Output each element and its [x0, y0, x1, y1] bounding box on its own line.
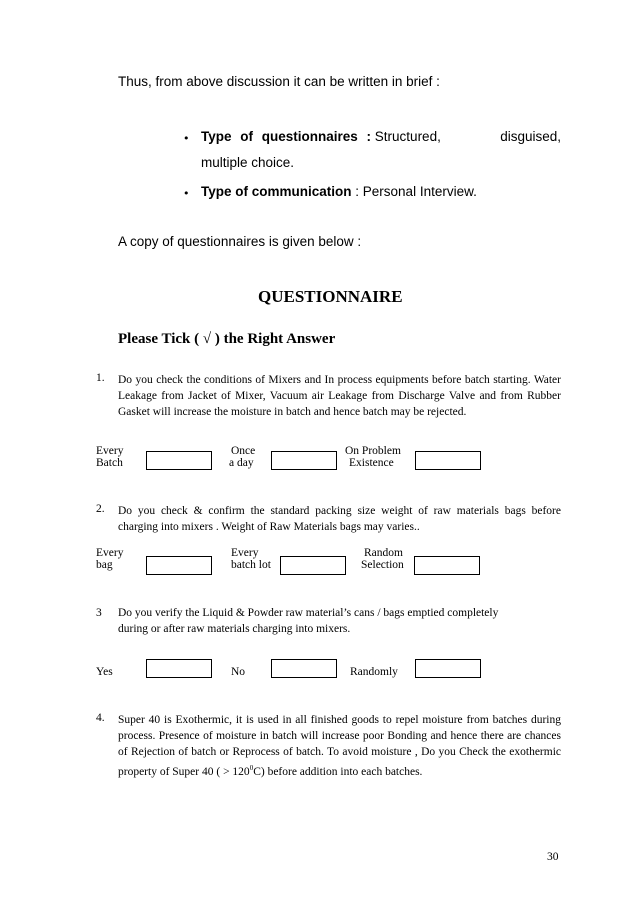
bullet-value-structured: Structured,: [374, 129, 441, 144]
bullet-value-disguised: disguised,: [500, 129, 561, 144]
q1-option-on-problem-label: On Problem Existence: [345, 445, 401, 469]
page-number: 30: [547, 851, 559, 863]
q3-checkbox-yes[interactable]: [146, 659, 212, 678]
bullet-icon: •: [183, 132, 190, 145]
question-number: 4.: [96, 712, 105, 724]
copy-line: A copy of questionnaires is given below :: [118, 234, 362, 249]
question-number: 2.: [96, 503, 105, 515]
bullet-questionnaire-type: [201, 129, 561, 144]
question-3-line-2: during or after raw materials charging into mixers.: [118, 623, 351, 635]
q3-option-yes-label: Yes: [96, 666, 113, 678]
q3-checkbox-no[interactable]: [271, 659, 337, 678]
bullet-label: Type of communication: [201, 184, 352, 199]
question-3-line-1: Do you verify the Liquid & Powder raw material’s cans / bags emptied completely: [118, 607, 499, 619]
question-number: 3: [96, 607, 102, 619]
q1-checkbox-on-problem[interactable]: [415, 451, 481, 470]
q3-option-no-label: No: [231, 666, 246, 678]
q1-checkbox-once-a-day[interactable]: [271, 451, 337, 470]
q2-checkbox-every-batch-lot[interactable]: [280, 556, 346, 575]
bullet-communication-type: Type of communication : Personal Interview.: [201, 184, 477, 199]
question-4-text: Super 40 is Exothermic, it is used in all finished goods to repel moisture from batches during process. Presence of moisture in batch will increase poor Bonding and hence there are chances of Rejection of batch or Reprocess of batch. To avoid moisture , Do you Check the exothermic property of Super 40 ( > $120^0C$) before addition into each batches.: [118, 714, 561, 778]
q1-option-every-batch-label: Every Batch: [96, 445, 124, 469]
question-1-text: Do you check the conditions of Mixers and In process equipments before batch starting. Water Leakage from Jacket of Mixer, Vacuum air Leakage from Discharge Valve and from Rubber Gasket will increase the moisture in batch and hence batch may be rejected.: [118, 374, 561, 418]
instruction: Please Tick ( √ ) the Right Answer: [118, 331, 336, 347]
bullet-label: Type of questionnaires :: [201, 129, 372, 144]
q1-checkbox-every-batch[interactable]: [146, 451, 212, 470]
q2-option-random-selection-label: Random Selection: [361, 547, 404, 571]
q2-option-every-batch-lot-label: Every batch lot: [231, 547, 271, 571]
q2-checkbox-every-bag[interactable]: [146, 556, 212, 575]
question-number: 1.: [96, 372, 105, 384]
bullet-icon: •: [183, 187, 190, 200]
q3-option-randomly-label: Randomly: [350, 666, 398, 678]
question-2-text: Do you check & confirm the standard packing size weight of raw materials bags before charging into mixers . Weight of Raw Materials bags may varies..: [118, 505, 561, 533]
q2-checkbox-random-selection[interactable]: [414, 556, 480, 575]
q3-checkbox-randomly[interactable]: [415, 659, 481, 678]
q2-option-every-bag-label: Every bag: [96, 547, 124, 571]
bullet-value-multiple-choice: multiple choice.: [201, 155, 295, 170]
questionnaire-title: QUESTIONNAIRE: [258, 287, 403, 306]
q1-option-once-a-day-label: Once a day: [229, 445, 256, 469]
bullet-value: Personal Interview.: [362, 184, 477, 199]
intro-text: Thus, from above discussion it can be written in brief :: [118, 74, 440, 89]
